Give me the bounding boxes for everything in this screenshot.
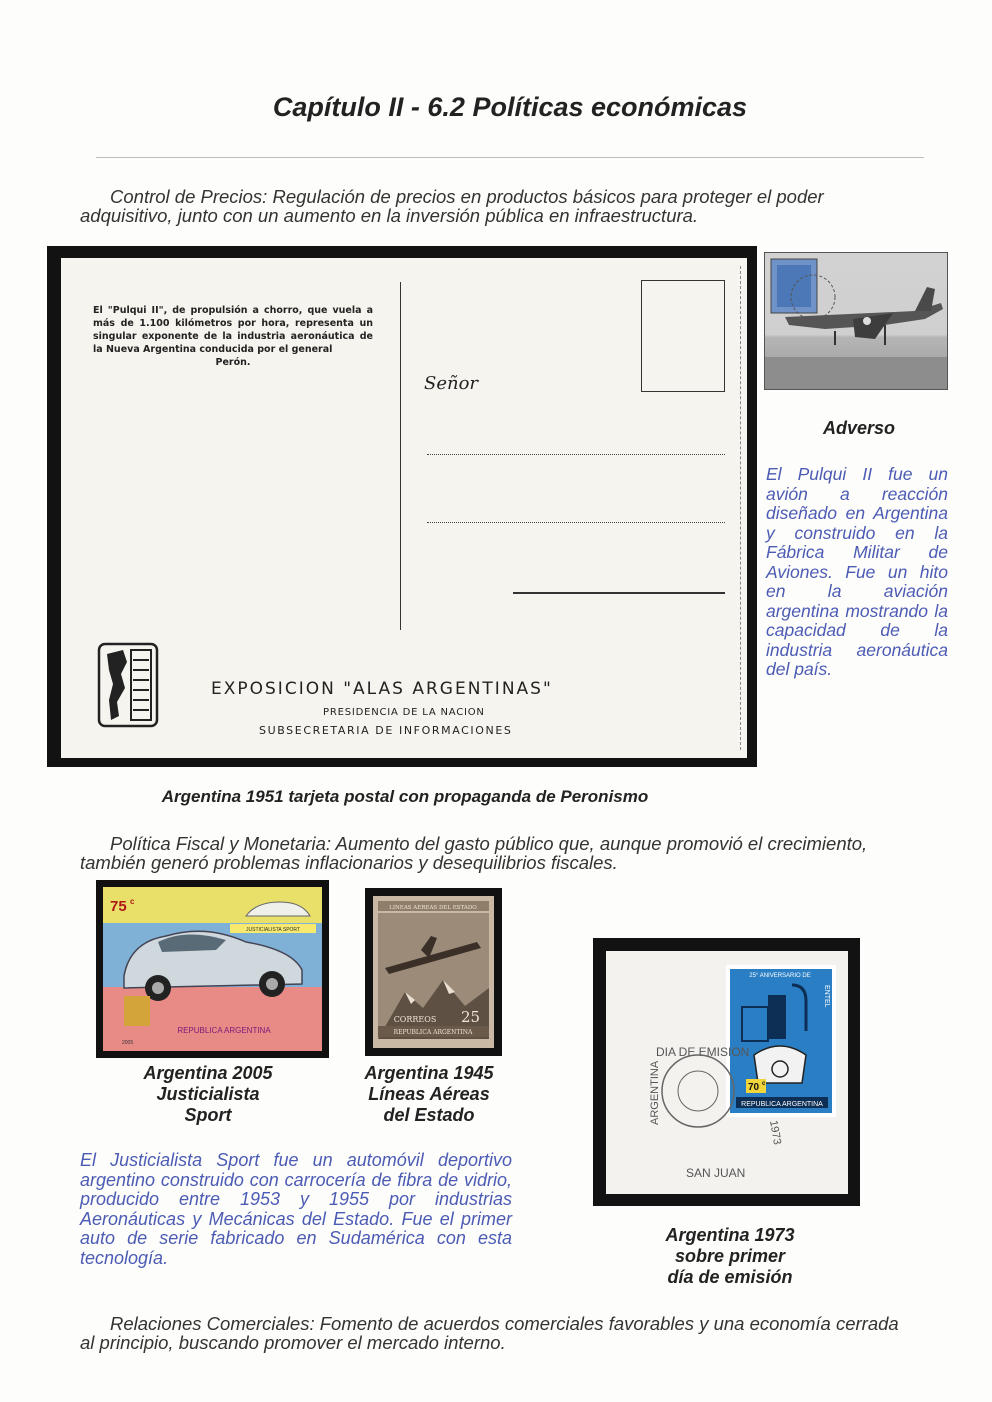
stamp-value-unit: c xyxy=(762,1081,766,1087)
postcard-text-body: El "Pulqui II", de propulsión a chorro, que vuela a más de 1.100 kilómetros por hora, representa un singular exponente de la industria aeronáutica de la Nueva Argentina conducida por el general xyxy=(93,305,373,355)
paragraph-line: Política Fiscal y Monetaria: Aumento del gasto público que, aunque promovió el crecimiento, xyxy=(110,833,868,854)
stamp-value-unit: c xyxy=(130,897,135,906)
adverso-label: Adverso xyxy=(822,418,896,438)
stamp-banner: JUSTICIALISTA SPORT xyxy=(246,927,300,933)
postcard-text xyxy=(93,304,373,369)
postcard-image xyxy=(61,258,747,758)
caption-line: Sport xyxy=(184,1105,232,1125)
stamp-top: 25° ANIVERSARIO DE xyxy=(749,973,811,979)
justicialista-caption xyxy=(108,1063,308,1126)
caption-line: Líneas Aéreas xyxy=(368,1084,490,1104)
first-day-cover xyxy=(606,951,848,1194)
stamp-value: 70 xyxy=(748,1082,760,1093)
postcard-addressee: Señor xyxy=(424,373,479,394)
paragraph-line: Control de Precios: Regulación de precios en productos básicos para proteger el poder xyxy=(110,186,824,207)
title-divider xyxy=(96,157,924,158)
postmark-day: DIA DE EMISION xyxy=(656,1045,750,1059)
caption-line: Argentina 1973 xyxy=(665,1225,795,1245)
cover-caption xyxy=(600,1225,860,1288)
lineas-aereas-stamp xyxy=(365,888,502,1056)
caption-line: del Estado xyxy=(383,1105,475,1125)
postmark-city: SAN JUAN xyxy=(686,1166,746,1180)
paragraph-fiscal-policy xyxy=(80,834,950,872)
stamp-year: 2005 xyxy=(122,1040,134,1046)
page-title: Capítulo II - 6.2 Políticas económicas xyxy=(272,92,748,122)
stamp-country: REPUBLICA ARGENTINA xyxy=(177,1026,271,1035)
paragraph-line: adquisitivo, junto con un aumento en la inversión pública en infraestructura. xyxy=(80,205,699,226)
postcard-subsecretaria: SUBSECRETARIA DE INFORMACIONES xyxy=(259,724,513,737)
stamp-side: ENTEL xyxy=(823,985,830,1008)
postcard-presidencia: PRESIDENCIA DE LA NACION xyxy=(323,707,485,718)
stamp-top-text: LINEAS AEREAS DEL ESTADO xyxy=(389,905,477,911)
justicialista-note: El Justicialista Sport fue un automóvil deportivo argentino construido con carrocería de fibra de vidrio, producido entre 1953 y 1955 por industrias Aeronáuticas y Mecánicas del Estado. Fue el primer auto de serie fabricado en Sudamérica con esta tecnología. xyxy=(80,1150,512,1268)
postcard-address-line xyxy=(513,592,725,594)
pulqui-jet-icon xyxy=(765,253,948,390)
paragraph-price-control xyxy=(80,187,950,225)
stamp-value: 75 xyxy=(110,898,127,915)
paragraph-trade xyxy=(80,1314,950,1352)
pulqui-note: El Pulqui II fue un avión a reacción diseñado en Argentina y construido en la Fábrica Militar de Aviones. Fue un hito en la aviación argentina mostrando la capacidad de la industria aeronáutica del país. xyxy=(766,464,948,679)
caption-line: Argentina 2005 xyxy=(143,1063,273,1083)
justicialista-stamp xyxy=(96,880,329,1058)
lineas-aereas-stamp-art xyxy=(365,888,502,1056)
lineas-aereas-caption xyxy=(334,1063,524,1126)
postcard-text-last: Perón. xyxy=(215,357,251,368)
postcard-caption: Argentina 1951 tarjeta postal con propaganda de Peronismo xyxy=(161,787,649,806)
paragraph-line: también generó problemas inflacionarios y desequilibrios fiscales. xyxy=(80,852,618,873)
stamp-country: REPUBLICA ARGENTINA xyxy=(393,1029,473,1036)
postcard-address-line xyxy=(427,522,725,523)
stamp-value: 25 xyxy=(461,1008,481,1026)
postmark-year: 1973 xyxy=(767,1119,784,1146)
pulqui-photo xyxy=(764,252,948,390)
stamp-correos: CORREOS xyxy=(393,1015,437,1024)
postcard-address-line xyxy=(427,454,725,455)
paragraph-line: al principio, buscando promover el mercado interno. xyxy=(80,1332,506,1353)
caption-line: Justicialista xyxy=(156,1084,260,1104)
stamp-country: REPUBLICA ARGENTINA xyxy=(741,1101,823,1108)
caption-line: Argentina 1945 xyxy=(364,1063,494,1083)
paragraph-line: Relaciones Comerciales: Fomento de acuerdos comerciales favorables y una economía cerrada xyxy=(110,1313,899,1334)
postcard-exposicion: EXPOSICION "ALAS ARGENTINAS" xyxy=(211,679,553,699)
postcard-divider xyxy=(400,282,401,630)
postcard-edge xyxy=(739,266,741,750)
postcard-stamp-box xyxy=(641,280,725,392)
justicialista-stamp-art xyxy=(96,880,329,1058)
caption-line: sobre primer xyxy=(674,1246,786,1266)
first-day-cover-art xyxy=(606,951,848,1194)
postmark-country: ARGENTINA xyxy=(649,1060,661,1125)
caption-line: día de emisión xyxy=(667,1267,793,1287)
